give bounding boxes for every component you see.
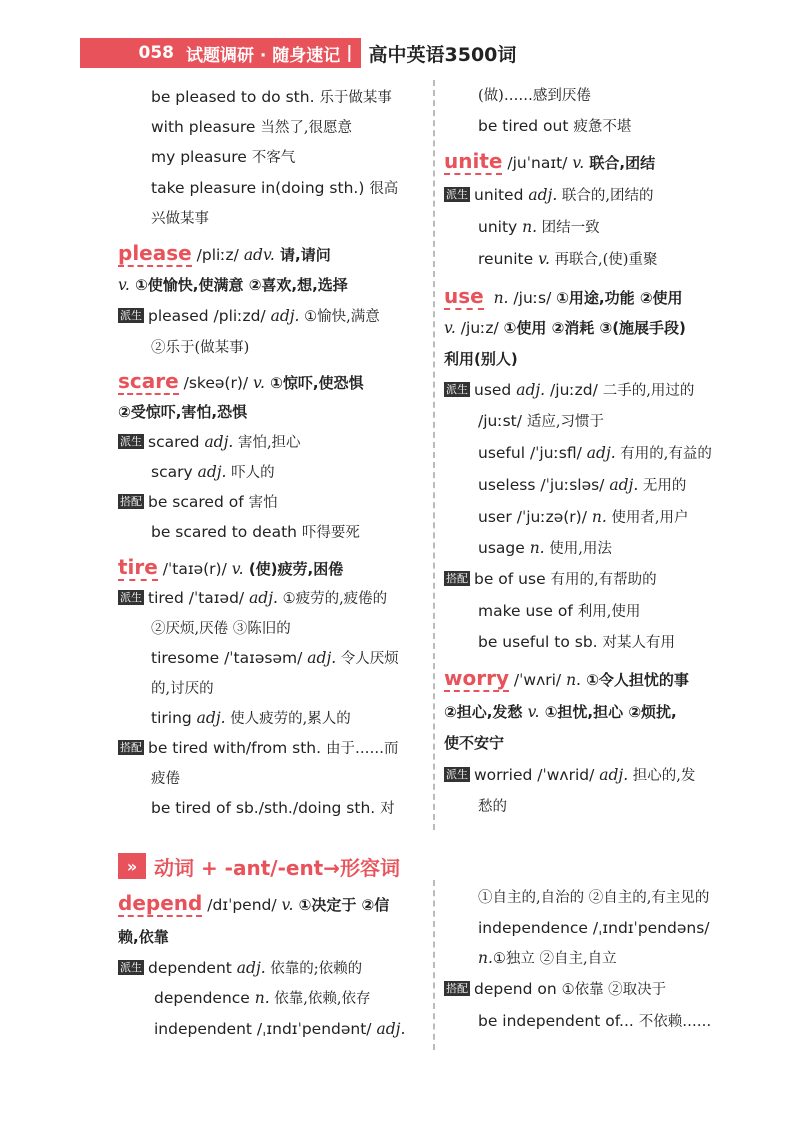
derived-line: user /ˈjuːzə(r)/ n. 使用者,用户	[478, 508, 689, 526]
sense-line: 使不安宁	[444, 734, 505, 752]
sense-line: /juːst/ 适应,习惯于	[478, 412, 604, 430]
derive-tag: 派生	[446, 188, 468, 201]
entry-depend: depend /dɪˈpend/ v. ①决定于 ②信	[118, 891, 390, 915]
derived-line: 派生 worried /ˈwʌrid/ adj. 担心的,发	[446, 766, 696, 784]
derived-line: independent /ˌɪndɪˈpendənt/ adj.	[154, 1020, 406, 1038]
derive-tag: 派生	[446, 383, 468, 396]
derived-line: reunite v. 再联合,(使)重聚	[478, 250, 658, 268]
entry-unite: unite /juˈnaɪt/ v. 联合,团结	[444, 149, 656, 173]
collocation-line: 搭配 be of use 有用的,有帮助的	[446, 570, 657, 588]
sense-line: 愁的	[478, 799, 507, 815]
sense-line: ②担心,发愁 v. ①担忧,担心 ②烦扰,	[444, 703, 677, 721]
derived-line: scary adj. 吓人的	[151, 463, 275, 481]
collocate-tag: 搭配	[446, 982, 468, 995]
series-title: 试题调研 · 随身速记 |	[180, 38, 361, 68]
sense-line: (做)……感到厌倦	[478, 88, 591, 104]
collocation-line: 搭配 depend on ①依靠 ②取决于	[446, 980, 667, 998]
column-divider-lower	[433, 880, 435, 1050]
collocation-line: be independent of... 不依赖……	[478, 1012, 712, 1030]
derived-line: usage n. 使用,用法	[478, 539, 612, 557]
collocation-line: be tired out 疲惫不堪	[478, 117, 632, 135]
collocation-line: be tired of sb./sth./doing sth. 对	[151, 799, 395, 817]
derive-tag: 派生	[120, 435, 142, 448]
derived-line: 派生 pleased /pliːzd/ adj. ①愉快,满意	[120, 307, 380, 325]
collocate-tag: 搭配	[446, 572, 468, 585]
derived-line: unity n. 团结一致	[478, 218, 600, 236]
phrase-line: with pleasure 当然了,很愿意	[151, 118, 352, 136]
sense-line: n.①独立 ②自主,自立	[478, 949, 617, 967]
sense-line: 利用(别人)	[444, 350, 518, 368]
sense-line: 的,讨厌的	[151, 681, 214, 697]
derived-line: 派生 scared adj. 害怕,担心	[120, 433, 301, 451]
collocation-line: make use of 利用,使用	[478, 602, 641, 620]
collocation-line: be scared to death 吓得要死	[151, 523, 360, 541]
derive-tag: 派生	[120, 961, 142, 974]
entry-use: use n. /juːs/ ①用途,功能 ②使用	[444, 284, 683, 308]
derived-line: 派生 tired /ˈtaɪəd/ adj. ①疲劳的,疲倦的	[120, 589, 388, 607]
page-number: 058	[80, 38, 180, 68]
sense-line: ①自主的,自治的 ②自主的,有主见的	[478, 890, 710, 906]
section-heading: » 动词 + -ant/-ent→形容词	[118, 852, 400, 880]
derived-line: dependence n. 依靠,依赖,依存	[154, 989, 371, 1007]
collocate-tag: 搭配	[120, 741, 142, 754]
derived-line: useless /ˈjuːsləs/ adj. 无用的	[478, 476, 687, 494]
sense-line: ②乐于(做某事)	[151, 340, 250, 356]
page-header	[80, 38, 516, 68]
book-title: 高中英语3500词	[368, 43, 517, 66]
derived-line: 派生 dependent adj. 依靠的;依赖的	[120, 959, 363, 977]
column-divider	[433, 80, 435, 830]
entry-please: please /pliːz/ adv. 请,请问	[118, 241, 331, 265]
derived-line: tiring adj. 使人疲劳的,累人的	[151, 709, 351, 727]
phrase-line: my pleasure 不客气	[151, 148, 296, 166]
phrase-line: be pleased to do sth. 乐于做某事	[151, 88, 392, 106]
phrase-line: take pleasure in(doing sth.) 很高	[151, 179, 399, 197]
entry-scare: scare /skeə(r)/ v. ①惊吓,使恐惧	[118, 369, 364, 393]
sense-line: ②受惊吓,害怕,恐惧	[118, 403, 248, 421]
sense-line: 赖,依靠	[118, 928, 169, 946]
derived-line: 派生 used adj. /juːzd/ 二手的,用过的	[446, 381, 695, 399]
derive-tag: 派生	[446, 768, 468, 781]
collocation-line: 搭配 be tired with/from sth. 由于……而	[120, 739, 399, 757]
sense-line: v. ①使愉快,使满意 ②喜欢,想,选择	[118, 276, 348, 294]
collocate-tag: 搭配	[120, 495, 142, 508]
entry-worry: worry /ˈwʌri/ n. ①令人担忧的事	[444, 666, 689, 690]
collocation-line: be useful to sb. 对某人有用	[478, 633, 676, 651]
derive-tag: 派生	[120, 591, 142, 604]
derived-line: independence /ˌɪndɪˈpendəns/	[478, 919, 710, 937]
sense-line: v. /juːz/ ①使用 ②消耗 ③(施展手段)	[444, 319, 686, 337]
sense-line: 疲倦	[151, 771, 180, 787]
sense-line: ②厌烦,厌倦 ③陈旧的	[151, 621, 291, 637]
collocation-line: 搭配 be scared of 害怕	[120, 493, 278, 511]
double-chevron-icon: »	[118, 853, 146, 879]
entry-tire: tire /ˈtaɪə(r)/ v. (使)疲劳,困倦	[118, 555, 344, 579]
derive-tag: 派生	[120, 309, 142, 322]
derived-line: useful /ˈjuːsfl/ adj. 有用的,有益的	[478, 444, 712, 462]
derived-line: tiresome /ˈtaɪəsəm/ adj. 令人厌烦	[151, 649, 399, 667]
phrase-line: 兴做某事	[151, 211, 209, 227]
derived-line: 派生 united adj. 联合的,团结的	[446, 186, 654, 204]
